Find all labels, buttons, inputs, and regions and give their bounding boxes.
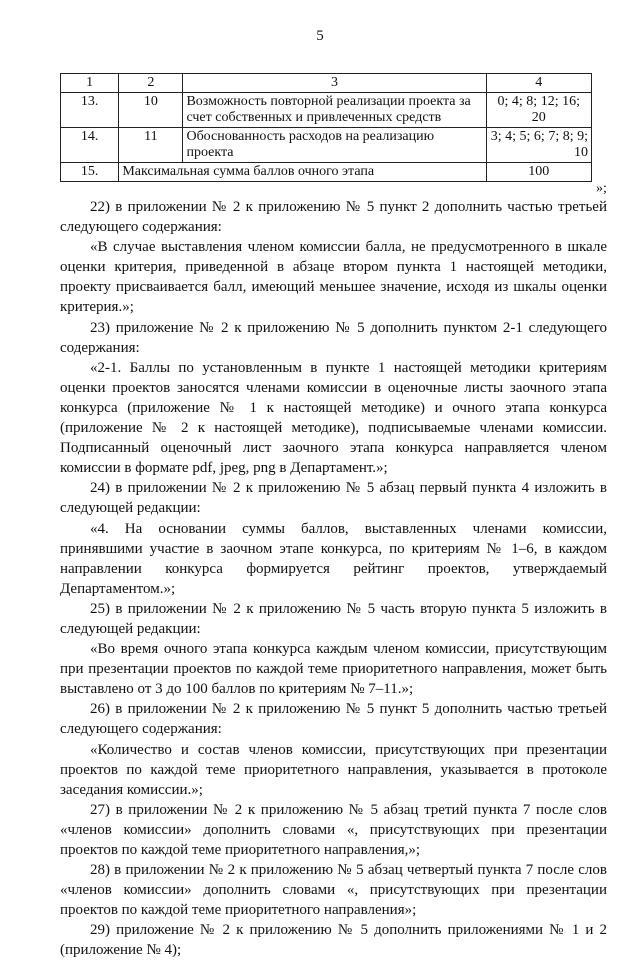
table-row	[61, 163, 592, 182]
table-row	[61, 128, 592, 163]
paragraph: «Во время очного этапа конкурса каждым членом комиссии, присутствующим при презентации проектов по каждой теме приоритетного направления, может быть выставлено от 3 до 100 баллов по критериям № 7–11.»;	[60, 641, 607, 698]
paragraph: 26) в приложении № 2 к приложению № 5 пункт 5 дополнить частью третьей следующего содержания:	[60, 701, 607, 738]
total-label: Максимальная сумма баллов очного этапа	[119, 163, 486, 182]
total-score: 100	[486, 163, 591, 182]
table-row	[61, 93, 592, 128]
header-cell: 1	[61, 74, 119, 93]
paragraph: 29) приложение № 2 к приложению № 5 дополнить приложениями № 1 и 2 (приложение № 4);	[60, 922, 607, 959]
paragraph: 22) в приложении № 2 к приложению № 5 пункт 2 дополнить частью третьей следующего содержания:	[60, 199, 607, 236]
paragraph: «В случае выставления членом комиссии балла, не предусмотренного в шкале оценки критерия, приведенной в абзаце втором пункта 1 настоящей методики, проекту присваивается балл, имеющий меньшее значение, исходя из шкалы оценки критерия.»;	[60, 239, 607, 316]
amendments-text	[60, 197, 607, 961]
header-cell: 2	[119, 74, 183, 93]
criterion-name: Обоснованность расходов на реализацию проекта	[183, 128, 486, 163]
paragraph: 25) в приложении № 2 к приложению № 5 часть вторую пункта 5 изложить в следующей редакции:	[60, 600, 607, 637]
row-number: 14.	[61, 128, 119, 163]
paragraph: «2-1. Баллы по установленным в пункте 1 настоящей методики критериям оценки проектов заносятся членами комиссии в оценочные листы заочного этапа конкурса (приложение № 1 к настоящей методике) и очного этапа конкурса (приложение № 2 к настоящей методике), подписываемые членами комиссии. Подписанный оценочный лист заочного этапа конкурса направляется членом комиссии в формате pdf, jpeg, png в Департамент.»;	[60, 359, 607, 477]
page-number: 5	[316, 28, 324, 44]
paragraph: «Количество и состав членов комиссии, присутствующих при презентации проектов по каждой теме приоритетного направления, указывается в протоколе заседания комиссии.»;	[60, 741, 607, 798]
paragraph: «4. На основании суммы баллов, выставленных членами комиссии, принявшими участие в заочном этапе конкурса, по критериям № 1–6, в каждом направлении конкурса формируется рейтинг проектов, утверждаемый Департаментом.»;	[60, 520, 607, 597]
criterion-number: 11	[119, 128, 183, 163]
header-cell: 3	[183, 74, 486, 93]
header-cell: 4	[486, 74, 591, 93]
paragraph: 28) в приложении № 2 к приложению № 5 абзац четвертый пункта 7 после слов «членов комиссии» дополнить словами «, присутствующих при презентации проектов по каждой теме приоритетного направления»;	[60, 862, 607, 919]
paragraph: 24) в приложении № 2 к приложению № 5 абзац первый пункта 4 изложить в следующей редакции:	[60, 480, 607, 517]
table-header-row	[61, 74, 592, 93]
paragraph: 27) в приложении № 2 к приложению № 5 абзац третий пункта 7 после слов «членов комиссии» дополнить словами «, присутствующих при презентации проектов по каждой теме приоритетного направления,»;	[60, 801, 607, 858]
paragraph: 23) приложение № 2 к приложению № 5 дополнить пунктом 2-1 следующего содержания:	[60, 319, 607, 356]
row-number: 13.	[61, 93, 119, 128]
criteria-table	[60, 73, 592, 182]
score-scale: 0; 4; 8; 12; 16; 20	[486, 93, 591, 128]
table-closing-quote: »;	[596, 181, 607, 196]
criterion-number: 10	[119, 93, 183, 128]
score-scale: 3; 4; 5; 6; 7; 8; 9; 10	[486, 128, 591, 163]
criterion-name: Возможность повторной реализации проекта за счет собственных и привлеченных средств	[183, 93, 486, 128]
row-number: 15.	[61, 163, 119, 182]
